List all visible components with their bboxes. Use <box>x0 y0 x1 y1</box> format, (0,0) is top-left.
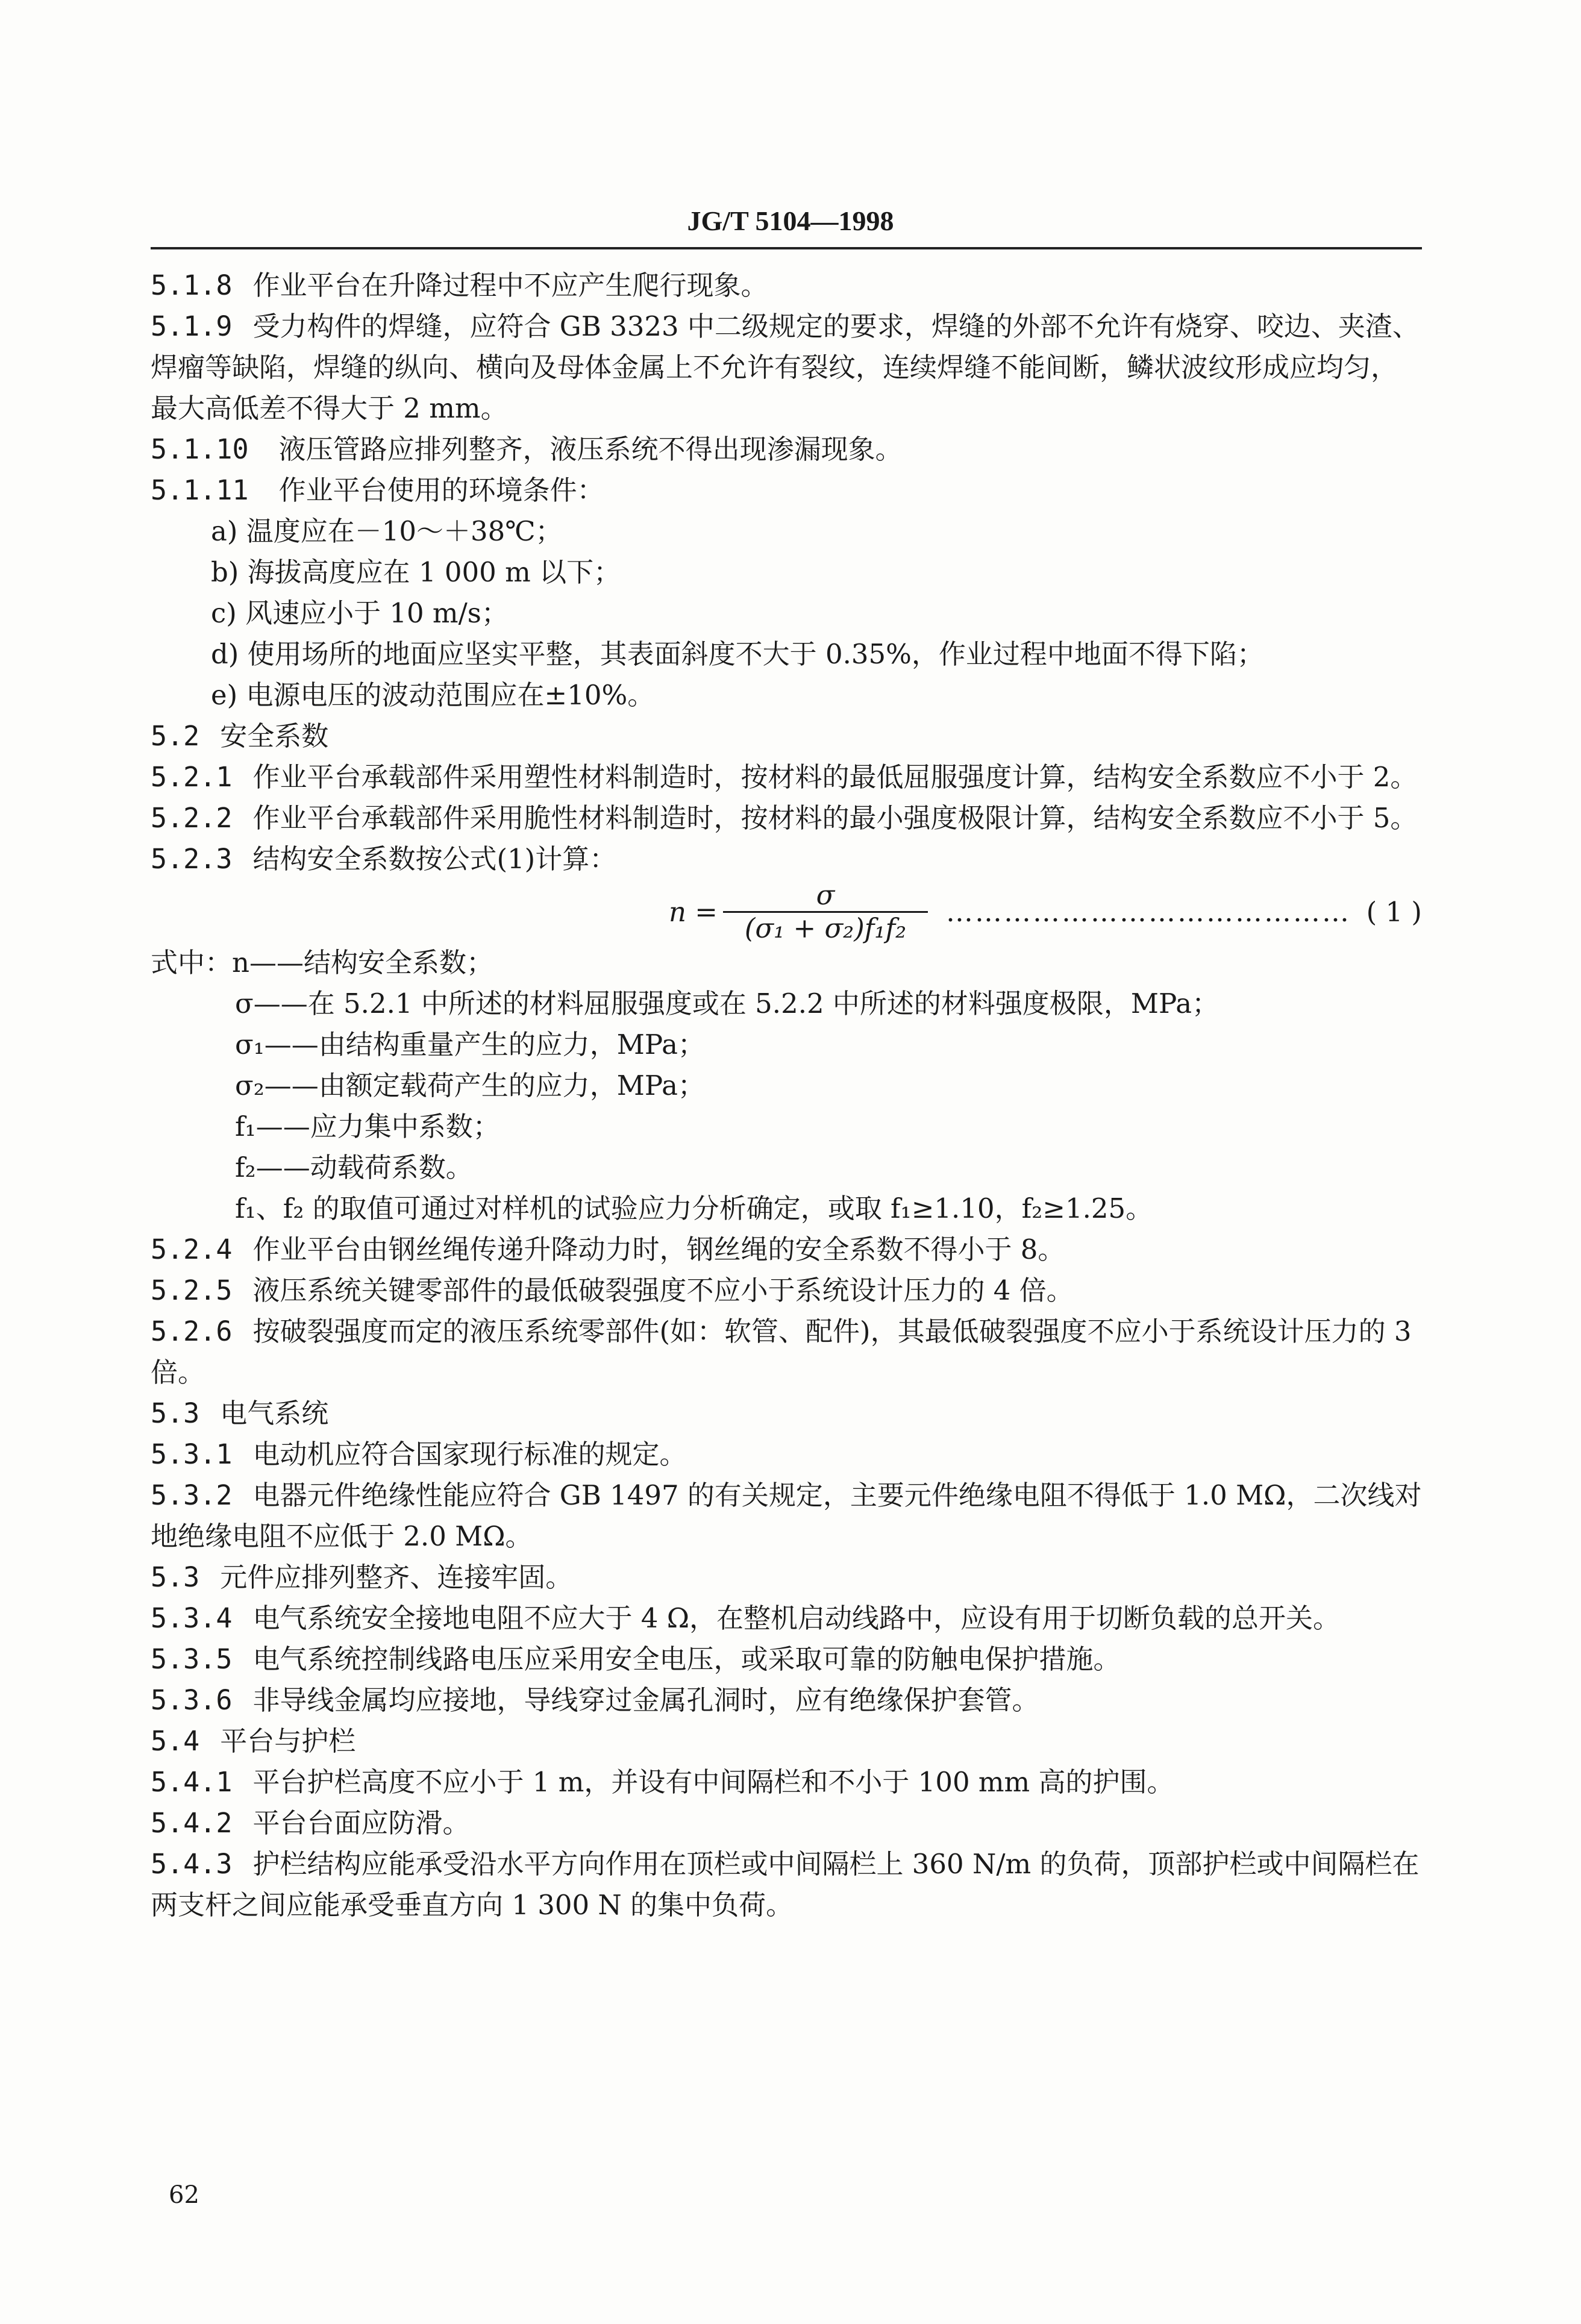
formula-number: ( 1 ) <box>1366 896 1422 928</box>
clause-5-3-6: 5.3.6 非导线金属均应接地，导线穿过金属孔洞时，应有绝缘保护套管。 <box>151 1684 1039 1716</box>
section-heading-5-4: 5.4 平台与护栏 <box>151 1725 356 1757</box>
clause-5-3-2: 5.3.2 电器元件绝缘性能应符合 GB 1497 的有关规定，主要元件绝缘电阻不得低于 1.0 MΩ，二次线对地绝缘电阻不应低于 2.0 MΩ。 <box>151 1479 1422 1552</box>
clause-5-4-2: 5.4.2 平台台面应防滑。 <box>151 1807 470 1839</box>
clause-5-2-2: 5.2.2 作业平台承载部件采用脆性材料制造时，按材料的最小强度极限计算，结构安全系数应不小于 5。 <box>151 802 1418 834</box>
clause-5-4-1: 5.4.1 平台护栏高度不应小于 1 m，并设有中间隔栏和不小于 100 mm 高的护围。 <box>151 1766 1174 1798</box>
document-body <box>151 265 1422 1926</box>
formula-denominator: (σ₁ + σ₂)f₁f₂ <box>744 912 907 944</box>
clause-5-2-4: 5.2.4 作业平台由钢丝绳传递升降动力时，钢丝绳的安全系数不得小于 8。 <box>151 1233 1065 1265</box>
clause-5-1-11: 5.1.11 作业平台使用的环境条件： <box>151 474 604 506</box>
clause-5-3-4: 5.3.4 电气系统安全接地电阻不应大于 4 Ω，在整机启动线路中，应设有用于切断负载的总开关。 <box>151 1602 1341 1634</box>
formula-def: f₁、f₂ 的取值可通过对样机的试验应力分析确定，或取 f₁≥1.10，f₂≥1.25。 <box>235 1192 1153 1224</box>
formula-numerator: σ <box>816 879 835 911</box>
formula-def: f₁——应力集中系数； <box>235 1110 500 1142</box>
env-item: d) 使用场所的地面应坚实平整，其表面斜度不大于 0.35%，作业过程中地面不得下陷； <box>211 638 1264 670</box>
env-item: a) 温度应在－10～＋38℃； <box>211 515 563 547</box>
clause-5-2-1: 5.2.1 作业平台承载部件采用塑性材料制造时，按材料的最低屈服强度计算，结构安全系数应不小于 2。 <box>151 761 1418 793</box>
formula-def: f₂——动载荷系数。 <box>235 1151 473 1183</box>
formula-def-intro: 式中：n——结构安全系数； <box>151 947 493 979</box>
clause-5-3-1: 5.3.1 电动机应符合国家现行标准的规定。 <box>151 1438 687 1470</box>
formula-def: σ₁——由结构重量产生的应力，MPa； <box>235 1029 705 1060</box>
section-heading-5-3: 5.3 电气系统 <box>151 1397 329 1429</box>
clause-5-1-9: 5.1.9 受力构件的焊缝，应符合 GB 3323 中二级规定的要求，焊缝的外部不允许有烧穿、咬边、夹渣、焊瘤等缺陷，焊缝的纵向、横向及母体金属上不允许有裂纹，连续焊缝不能间断，鳞状波纹形成应均匀，最大高低差不得大于 2 mm。 <box>151 310 1420 424</box>
section-heading-5-2: 5.2 安全系数 <box>151 720 329 752</box>
clause-5-2-3: 5.2.3 结构安全系数按公式(1)计算： <box>151 843 617 875</box>
env-item: b) 海拔高度应在 1 000 m 以下； <box>211 556 621 588</box>
formula-def: σ₂——由额定载荷产生的应力，MPa； <box>235 1070 705 1101</box>
clause-5-1-10: 5.1.10 液压管路应排列整齐，液压系统不得出现渗漏现象。 <box>151 433 903 465</box>
page-header: JG/T 5104—1998 <box>687 205 894 236</box>
env-item: e) 电源电压的波动范围应在±10%。 <box>211 679 655 711</box>
formula-lhs: n = <box>669 896 718 928</box>
formula-1 <box>151 880 1422 942</box>
formula-def: σ——在 5.2.1 中所述的材料屈服强度或在 5.2.2 中所述的材料强度极限，MPa； <box>235 988 1219 1019</box>
page-number: 62 <box>169 2181 199 2209</box>
clause-5-2-6: 5.2.6 按破裂强度而定的液压系统零部件(如：软管、配件)，其最低破裂强度不应小于系统设计压力的 3 倍。 <box>151 1315 1412 1388</box>
header-rule <box>151 247 1422 249</box>
clause-5-3-5: 5.3.5 电气系统控制线路电压应采用安全电压，或采取可靠的防触电保护措施。 <box>151 1643 1121 1675</box>
clause-5-3-3: 5.3 元件应排列整齐、连接牢固。 <box>151 1561 573 1593</box>
env-item: c) 风速应小于 10 m/s； <box>211 597 509 629</box>
clause-5-4-3: 5.4.3 护栏结构应能承受沿水平方向作用在顶栏或中间隔栏上 360 N/m 的负荷，顶部护栏或中间隔栏在两支杆之间应能承受垂直方向 1 300 N 的集中负荷。 <box>151 1848 1420 1921</box>
clause-5-1-8: 5.1.8 作业平台在升降过程中不应产生爬行现象。 <box>151 269 768 301</box>
formula-fraction <box>723 880 928 944</box>
formula-leader-dots: …………………………………… <box>946 896 1351 928</box>
clause-5-2-5: 5.2.5 液压系统关键零部件的最低破裂强度不应小于系统设计压力的 4 倍。 <box>151 1274 1074 1306</box>
